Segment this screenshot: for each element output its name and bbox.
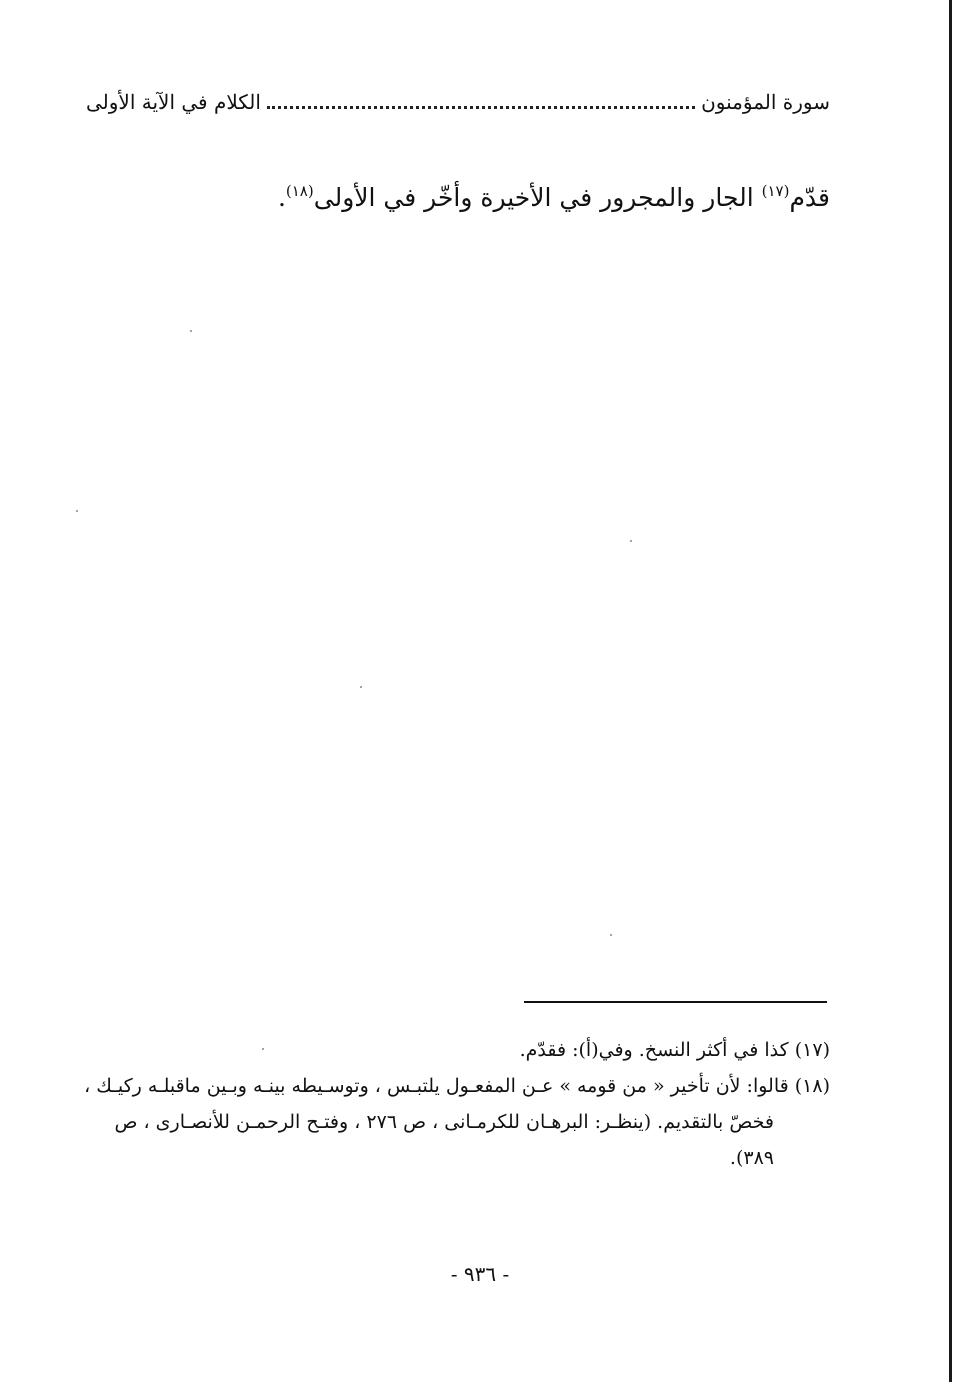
- page-number: - ٩٣٦ -: [450, 1262, 510, 1286]
- footnote-17: (١٧) كذا في أكثر النسخ. وفي(أ): فقدّم.: [519, 1039, 830, 1061]
- scan-speck: [76, 510, 78, 512]
- footnote-18: [84, 1068, 830, 1176]
- footnote-18-line-3: ٣٨٩).: [729, 1147, 774, 1169]
- body-text-part-2: الجار والمجرور في الأخيرة وأخّر في الأولى: [313, 183, 762, 212]
- scan-speck: [262, 1048, 264, 1050]
- scan-speck: [630, 540, 632, 542]
- scan-speck: [190, 330, 192, 332]
- page-edge-shadow: [949, 0, 952, 1382]
- header-surah-title: سورة المؤمنون: [701, 90, 830, 114]
- body-text-part-1: قدّم: [789, 183, 830, 212]
- header-section-title: الكلام في الآية الأولى: [86, 90, 261, 114]
- footnote-18-line-1: (١٨) قالوا: لأن تأخير « من قومه » عـن المفعـول يلتبـس ، وتوسـيطه بينـه وبـين ماقبلـه ركيـك ،: [84, 1075, 830, 1097]
- footnote-18-line-2: فخصّ بالتقديم. (ينظـر: البرهـان للكرمـانى ، ص ٢٧٦ ، وفتـح الرحمـن للأنصـارى ، ص: [114, 1111, 774, 1133]
- body-text-part-3: .: [277, 183, 286, 212]
- scan-speck: [360, 686, 362, 688]
- running-header: [86, 90, 830, 124]
- footnotes: [84, 1032, 830, 1176]
- scan-speck: [610, 934, 612, 936]
- body-text: [86, 171, 830, 218]
- footnote-ref-18: (١٨): [285, 182, 314, 200]
- footnote-separator: [524, 1001, 827, 1003]
- dot-leader: [267, 94, 695, 109]
- footnote-ref-17: (١٧): [761, 182, 790, 200]
